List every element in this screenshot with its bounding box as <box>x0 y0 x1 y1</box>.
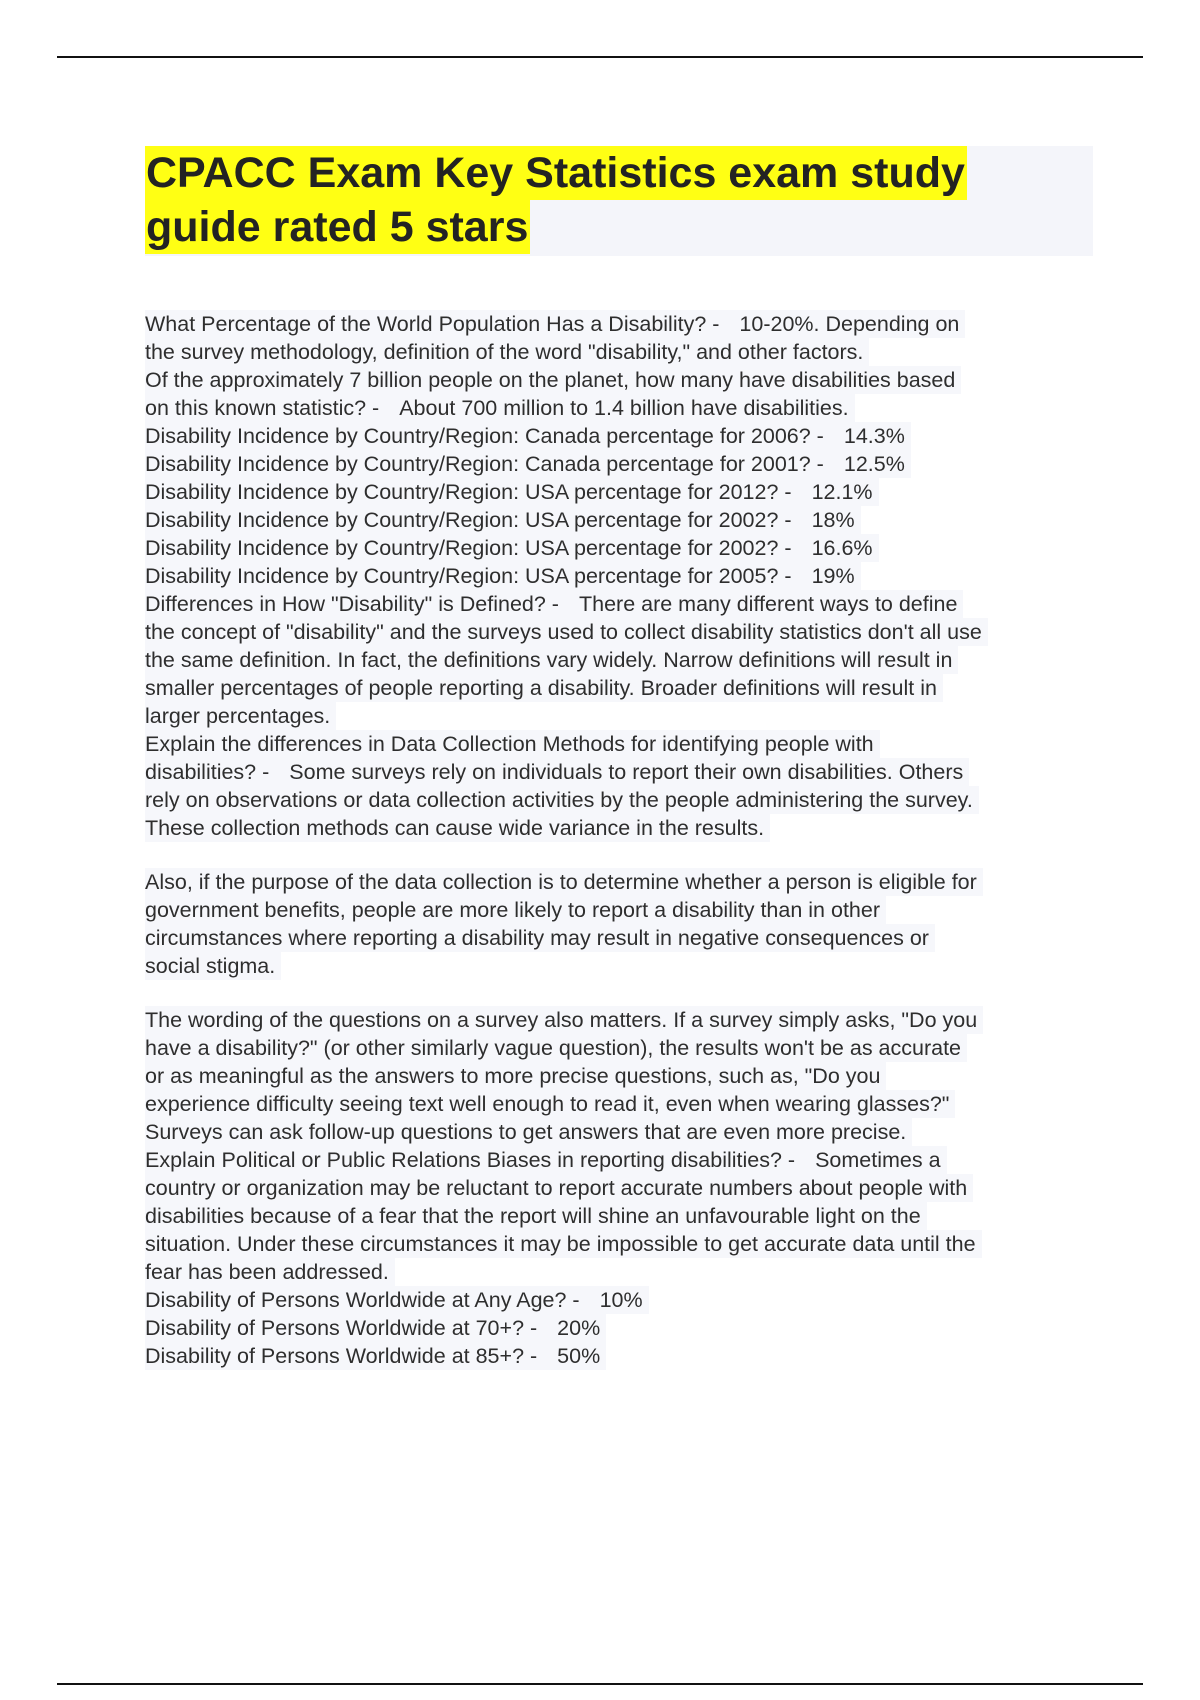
question-text: The wording of the questions on a survey also matters. If a survey simply asks, "Do you <box>145 1008 978 1032</box>
qa-line <box>145 1286 649 1314</box>
qa-line <box>145 506 861 534</box>
question-text: experience difficulty seeing text well enough to read it, even when wearing glasses?" <box>145 1092 950 1116</box>
study-guide-content <box>145 310 1095 1370</box>
qa-line <box>145 1230 982 1258</box>
question-text: fear has been addressed. <box>145 1260 389 1284</box>
qa-item <box>145 1146 1095 1286</box>
answer-text: There are many different ways to define <box>578 592 958 616</box>
qa-line <box>145 618 988 646</box>
qa-line <box>145 952 281 980</box>
qa-line <box>145 814 770 842</box>
qa-line <box>145 478 879 506</box>
qa-line <box>145 674 943 702</box>
qa-item <box>145 310 1095 366</box>
qa-line <box>145 758 969 786</box>
qa-item <box>145 450 1095 478</box>
question-text: Disability of Persons Worldwide at Any Age? - <box>145 1288 580 1312</box>
question-text: rely on observations or data collection activities by the people administering the survey. <box>145 788 973 812</box>
qa-item <box>145 730 1095 842</box>
question-text: Disability Incidence by Country/Region: USA percentage for 2002? - <box>145 536 792 560</box>
answer-text: 10% <box>599 1288 643 1312</box>
question-text: disabilities? - <box>145 760 270 784</box>
question-text: the survey methodology, definition of the word "disability," and other factors. <box>145 340 864 364</box>
question-text: Explain the differences in Data Collection Methods for identifying people with <box>145 732 874 756</box>
qa-item <box>145 1006 1095 1146</box>
qa-line <box>145 534 879 562</box>
page-title-line-1: CPACC Exam Key Statistics exam study <box>145 146 967 200</box>
qa-line <box>145 1314 606 1342</box>
qa-line <box>145 590 963 618</box>
qa-line <box>145 1006 983 1034</box>
question-text: Also, if the purpose of the data collection is to determine whether a person is eligible for <box>145 870 977 894</box>
qa-line <box>145 1034 967 1062</box>
question-text: Disability Incidence by Country/Region: USA percentage for 2002? - <box>145 508 792 532</box>
qa-item <box>145 1342 1095 1370</box>
qa-line <box>145 646 958 674</box>
qa-line <box>145 310 965 338</box>
question-text: What Percentage of the World Population Has a Disability? - <box>145 312 720 336</box>
question-text: Disability Incidence by Country/Region: USA percentage for 2005? - <box>145 564 792 588</box>
question-text: smaller percentages of people reporting a disability. Broader definitions will result in <box>145 676 937 700</box>
question-text: circumstances where reporting a disability may result in negative consequences or <box>145 926 929 950</box>
question-text: country or organization may be reluctant to report accurate numbers about people with <box>145 1176 968 1200</box>
qa-line <box>145 366 961 394</box>
question-text: have a disability?" (or other similarly vague question), the results won't be as accurate <box>145 1036 962 1060</box>
question-text: larger percentages. <box>145 704 331 728</box>
answer-text: 14.3% <box>843 424 905 448</box>
qa-line <box>145 1258 395 1286</box>
qa-item <box>145 478 1095 506</box>
qa-line <box>145 1202 927 1230</box>
answer-text: 20% <box>557 1316 601 1340</box>
qa-line <box>145 394 855 422</box>
qa-line <box>145 868 983 896</box>
answer-text: Some surveys rely on individuals to report their own disabilities. Others <box>289 760 964 784</box>
answer-text: 16.6% <box>811 536 873 560</box>
qa-item <box>145 366 1095 422</box>
top-rule <box>57 56 1143 58</box>
qa-line <box>145 422 911 450</box>
question-text: Of the approximately 7 billion people on the planet, how many have disabilities based <box>145 368 956 392</box>
qa-line <box>145 1118 912 1146</box>
question-text: Differences in How "Disability" is Defined? - <box>145 592 559 616</box>
question-text: These collection methods can cause wide variance in the results. <box>145 816 765 840</box>
answer-text: Sometimes a <box>815 1148 941 1172</box>
qa-line <box>145 338 869 366</box>
qa-line <box>145 1090 955 1118</box>
question-text: the same definition. In fact, the definitions vary widely. Narrow definitions will result in <box>145 648 953 672</box>
answer-text: 19% <box>811 564 855 588</box>
answer-text: 50% <box>557 1344 601 1368</box>
answer-text: 18% <box>811 508 855 532</box>
bottom-rule <box>57 1683 1143 1685</box>
qa-item <box>145 534 1095 562</box>
qa-line <box>145 1174 973 1202</box>
page-title-line-2: guide rated 5 stars <box>145 200 530 254</box>
question-text: social stigma. <box>145 954 276 978</box>
qa-line <box>145 562 861 590</box>
qa-item <box>145 506 1095 534</box>
question-text: Disability of Persons Worldwide at 85+? - <box>145 1344 538 1368</box>
question-text: the concept of "disability" and the surveys used to collect disability statistics don't all use <box>145 620 982 644</box>
qa-item <box>145 1286 1095 1314</box>
qa-line <box>145 730 880 758</box>
qa-line <box>145 1342 606 1370</box>
question-text: on this known statistic? - <box>145 396 380 420</box>
qa-item <box>145 868 1095 980</box>
qa-line <box>145 786 979 814</box>
question-text: Disability Incidence by Country/Region: USA percentage for 2012? - <box>145 480 792 504</box>
qa-item <box>145 1314 1095 1342</box>
qa-item <box>145 590 1095 730</box>
question-text: Disability Incidence by Country/Region: Canada percentage for 2006? - <box>145 424 824 448</box>
question-text: Disability of Persons Worldwide at 70+? - <box>145 1316 538 1340</box>
qa-item <box>145 422 1095 450</box>
qa-line <box>145 702 336 730</box>
qa-item <box>145 562 1095 590</box>
question-text: Explain Political or Public Relations Biases in reporting disabilities? - <box>145 1148 796 1172</box>
answer-text: 12.1% <box>811 480 873 504</box>
answer-text: 10-20%. Depending on <box>739 312 960 336</box>
qa-line <box>145 1062 886 1090</box>
answer-text: 12.5% <box>843 452 905 476</box>
answer-text: About 700 million to 1.4 billion have disabilities. <box>399 396 849 420</box>
qa-line <box>145 896 886 924</box>
question-text: Surveys can ask follow-up questions to get answers that are even more precise. <box>145 1120 907 1144</box>
qa-line <box>145 924 935 952</box>
question-text: or as meaningful as the answers to more precise questions, such as, "Do you <box>145 1064 881 1088</box>
qa-line <box>145 450 911 478</box>
question-text: disabilities because of a fear that the report will shine an unfavourable light on the <box>145 1204 921 1228</box>
question-text: situation. Under these circumstances it may be impossible to get accurate data until the <box>145 1232 976 1256</box>
question-text: government benefits, people are more likely to report a disability than in other <box>145 898 880 922</box>
question-text: Disability Incidence by Country/Region: Canada percentage for 2001? - <box>145 452 824 476</box>
qa-line <box>145 1146 947 1174</box>
